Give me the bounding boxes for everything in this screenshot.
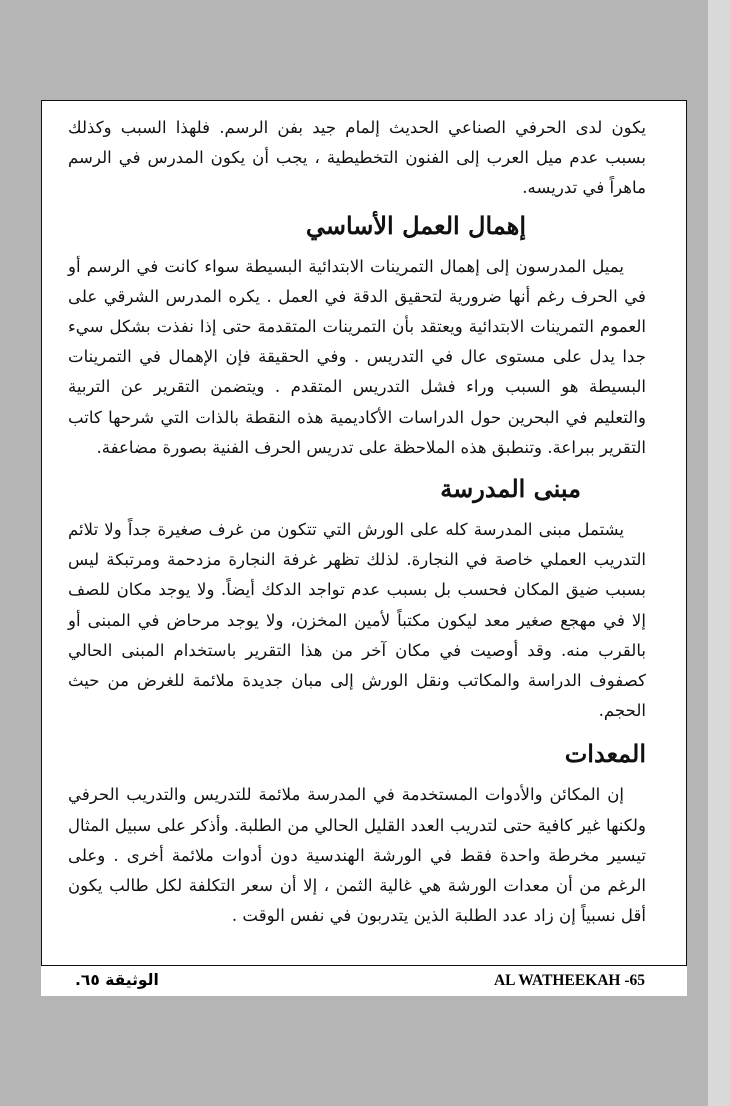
section-paragraph-equipment: إن المكائن والأدوات المستخدمة في المدرسة ملائمة للتدريس والتدريب الحرفي ولكنها غير كافية حتى لتدريب العدد القليل الحالي من الطلبة. وأذكر على سبيل المثال تيسير مخرطة واحدة فقط في الورشة الهندسية دون أدوات ملائمة أخرى . وعلى الرغم من أن معدات الورشة هي غالية الثمن ، إلا أن سعر التكلفة لكل طالب يكون أقل نسبياً إن زاد عدد الطلبة الذين يتدربون في نفس الوقت . — [68, 785, 646, 926]
section-paragraph-school-building: يشتمل مبنى المدرسة كله على الورش التي تتكون من غرف صغيرة جداً ولا تلائم التدريب العملي خاصة في النجارة. لذلك تظهر غرفة النجارة مزدحمة ومرتبكة ليس بسبب ضيق المكان فحسب بل بسبب عدم تواجد الدكك أيضاً. ولا يوجد مكان للصف إلا في مهجع صغير معد ليكون مكتباً لأمين المخزن، ولا يوجد مرحاض في المبنى أو بالقرب منه. وقد أوصيت في مكان آخر من هذا التقرير باستخدام المبنى الحالي كصفوف الدراسة والمكاتب ونقل الورش إلى مبان جديدة ملائمة للغرض من حيث الحجم. — [68, 520, 646, 721]
document-page — [41, 100, 687, 966]
footer-page-label-latin: AL WATHEEKAH -65 — [493, 972, 645, 989]
section-paragraph-basic-work: يميل المدرسون إلى إهمال التمرينات الابتدائية البسيطة سواء كانت في الرسم أو في الحرف رغم أنها ضرورية لتحقيق الدقة في العمل . يكره المدرس الشرقي على العموم التمرينات الابتدائية ويعتقد بأن التمرينات المتقدمة حتى إذا نفذت بشكل سيء جدا يدل على مستوى عال في التدريس . وفي الحقيقة فإن الإهمال في التمرينات البسيطة هو السبب وراء فشل التدريس المتقدم . ويتضمن التقرير عن التربية والتعليم في البحرين حول الدراسات الأكاديمية هذه النقطة بالذات التي شرحها كاتب التقرير ببراعة. وتنطبق هذه الملاحظة على تدريس الحرف الفنية بصورة مضاعفة. — [68, 256, 646, 457]
section-heading-equipment: المعدات — [564, 739, 646, 769]
page-edge-strip — [708, 0, 730, 1106]
page-footer — [41, 966, 687, 996]
footer-page-label-arabic: الوثيقة ٦٥. — [75, 971, 159, 989]
section-heading-basic-work: إهمال العمل الأساسي — [305, 210, 526, 240]
intro-paragraph: يكون لدى الحرفي الصناعي الحديث إلمام جيد بفن الرسم. فلهذا السبب وكذلك بسبب عدم ميل العرب إلى الفنون التخطيطية ، يجب أن يكون المدرس في الرسم ماهراً في تدريسه. — [68, 118, 646, 198]
section-heading-school-building: مبنى المدرسة — [440, 474, 581, 504]
